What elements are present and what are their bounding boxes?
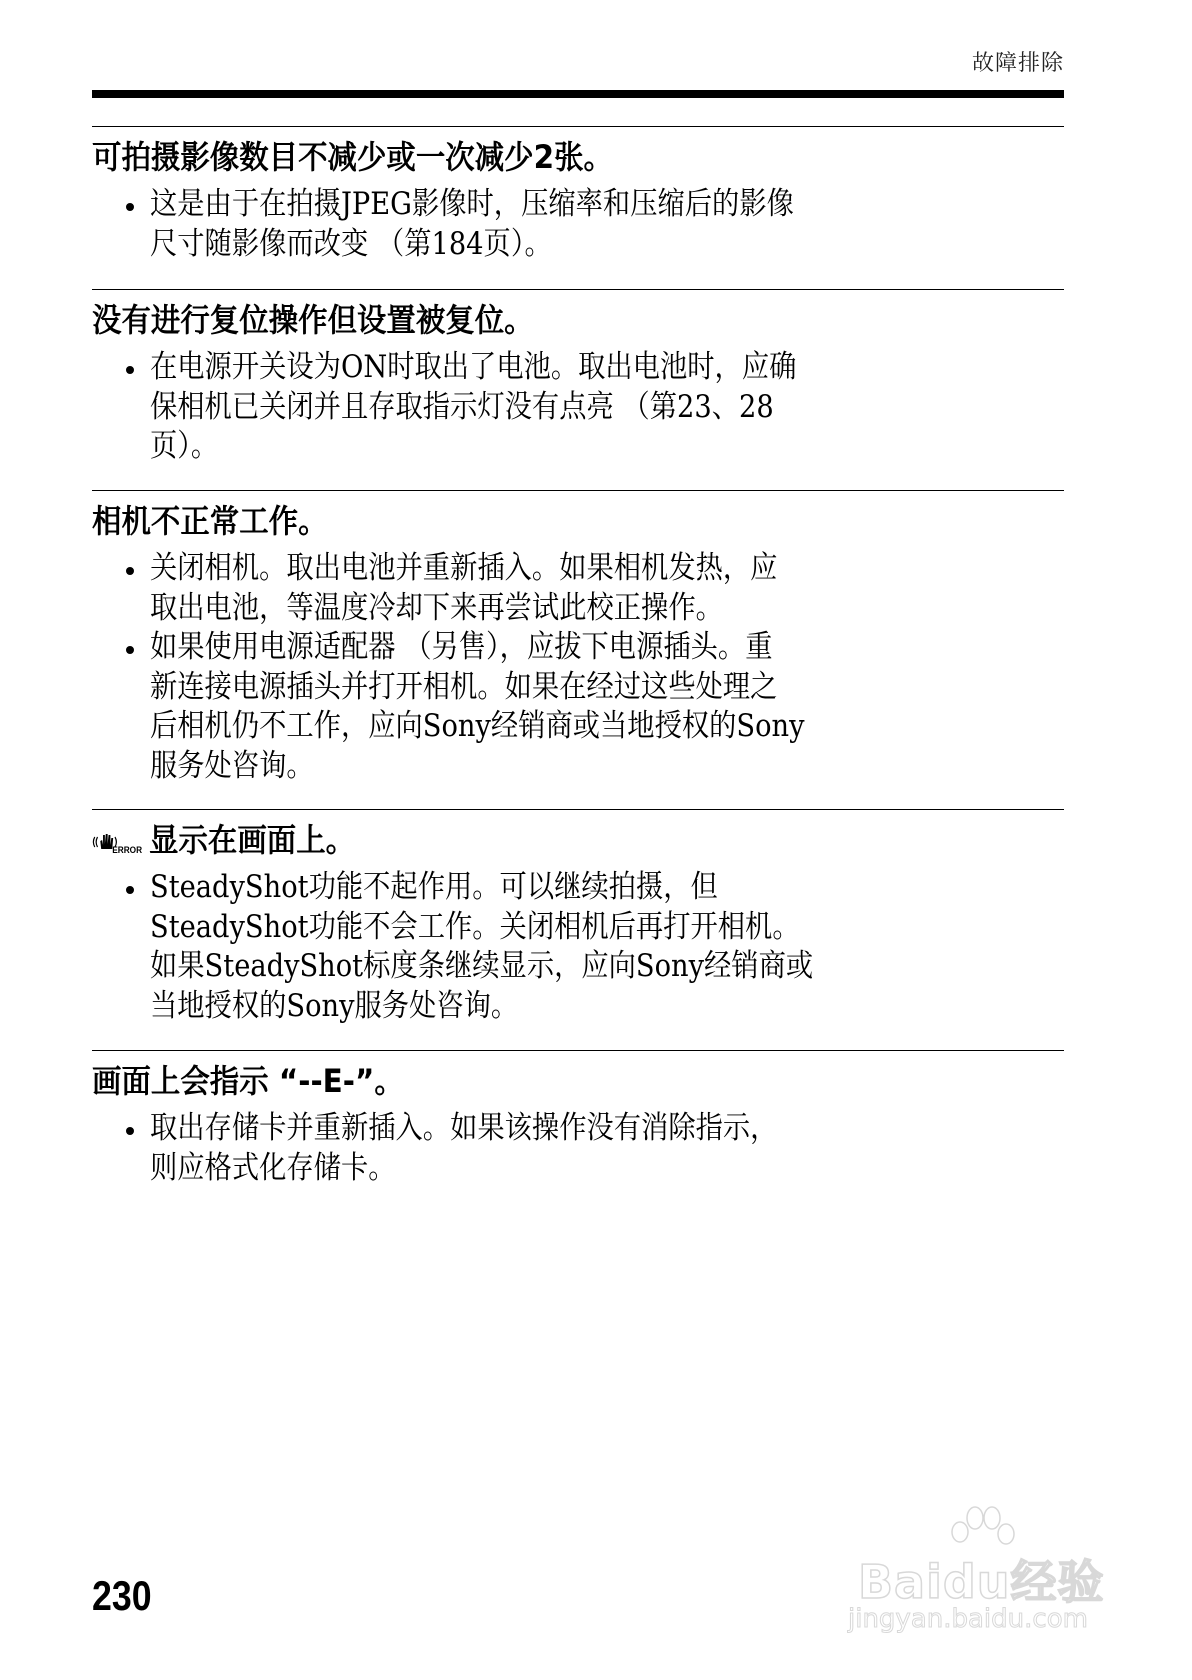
section-divider [92, 1050, 1064, 1051]
section-title: 相机不正常工作。 [92, 502, 328, 540]
bullet-line: 关闭相机。取出电池并重新插入。如果相机发热，应 [150, 550, 778, 586]
bullet-dot-icon [126, 646, 134, 654]
section-image-count [92, 126, 1064, 264]
bullet-dot-icon [126, 886, 134, 894]
svg-text:ERROR: ERROR [112, 844, 143, 855]
bullet-item [92, 868, 1064, 1026]
section-title: 画面上会指示 “--E-”。 [92, 1062, 404, 1100]
bullet-line: 尺寸随影像而改变 （第184页）。 [150, 225, 552, 262]
watermark-brand: Baidu经验 [858, 1555, 1105, 1609]
bullet-item [92, 1109, 1064, 1188]
bullet-dot-icon [126, 366, 134, 374]
steadyshot-error-icon [92, 825, 144, 855]
bullet-line: SteadyShot功能不会工作。关闭相机后再打开相机。 [150, 908, 800, 945]
section-settings-reset [92, 289, 1064, 467]
page-number: 230 [92, 1572, 152, 1619]
bullet-item [92, 348, 1064, 467]
watermark-url: jingyan.baidu.com [848, 1604, 1088, 1634]
header-rule [92, 90, 1064, 98]
section-divider [92, 126, 1064, 127]
bullet-line: 当地授权的Sony服务处咨询。 [150, 987, 519, 1024]
bullet-line: 取出电池，等温度冷却下来再尝试此校正操作。 [150, 589, 723, 626]
bullet-line: 新连接电源插头并打开相机。如果在经过这些处理之 [150, 668, 778, 705]
section-steadyshot-error [92, 809, 1064, 1026]
running-head-title: 故障排除 [971, 51, 1064, 76]
bullet-line: 取出存储卡并重新插入。如果该操作没有消除指示， [150, 1110, 778, 1146]
section-title: 可拍摄影像数目不减少或一次减少2张。 [92, 138, 613, 176]
bullet-item [92, 628, 1064, 786]
bullet-dot-icon [126, 1127, 134, 1135]
section-divider [92, 289, 1064, 290]
bullet-line: 服务处咨询。 [150, 747, 314, 784]
section-title: 显示在画面上。 [149, 821, 356, 859]
bullet-line: 如果SteadyShot标度条继续显示，应向Sony经销商或 [150, 948, 814, 984]
bullet-line: 这是由于在拍摄JPEG影像时，压缩率和压缩后的影像 [150, 186, 794, 222]
section-camera-malfunction [92, 490, 1064, 786]
bullet-dot-icon [126, 567, 134, 575]
section-title: 没有进行复位操作但设置被复位。 [92, 301, 534, 339]
bullet-item [92, 549, 1064, 628]
bullet-line: 后相机仍不工作，应向Sony经销商或当地授权的Sony [150, 708, 805, 744]
bullet-line: 保相机已关闭并且存取指示灯没有点亮 （第23、28 [150, 388, 774, 425]
section-e-indicator [92, 1050, 1064, 1188]
bullet-line: 在电源开关设为ON时取出了电池。取出电池时，应确 [150, 349, 797, 385]
section-title-row [92, 820, 986, 860]
bullet-dot-icon [126, 203, 134, 211]
baidu-watermark [848, 1506, 1108, 1636]
section-divider [92, 490, 1064, 491]
bullet-line: 如果使用电源适配器 （另售），应拔下电源插头。重 [150, 629, 773, 665]
bullet-line: 则应格式化存储卡。 [150, 1149, 396, 1186]
bullet-line: 页）。 [150, 428, 219, 464]
section-divider [92, 809, 1064, 810]
bullet-item [92, 185, 1064, 264]
bullet-line: SteadyShot功能不起作用。可以继续拍摄，但 [150, 869, 718, 905]
